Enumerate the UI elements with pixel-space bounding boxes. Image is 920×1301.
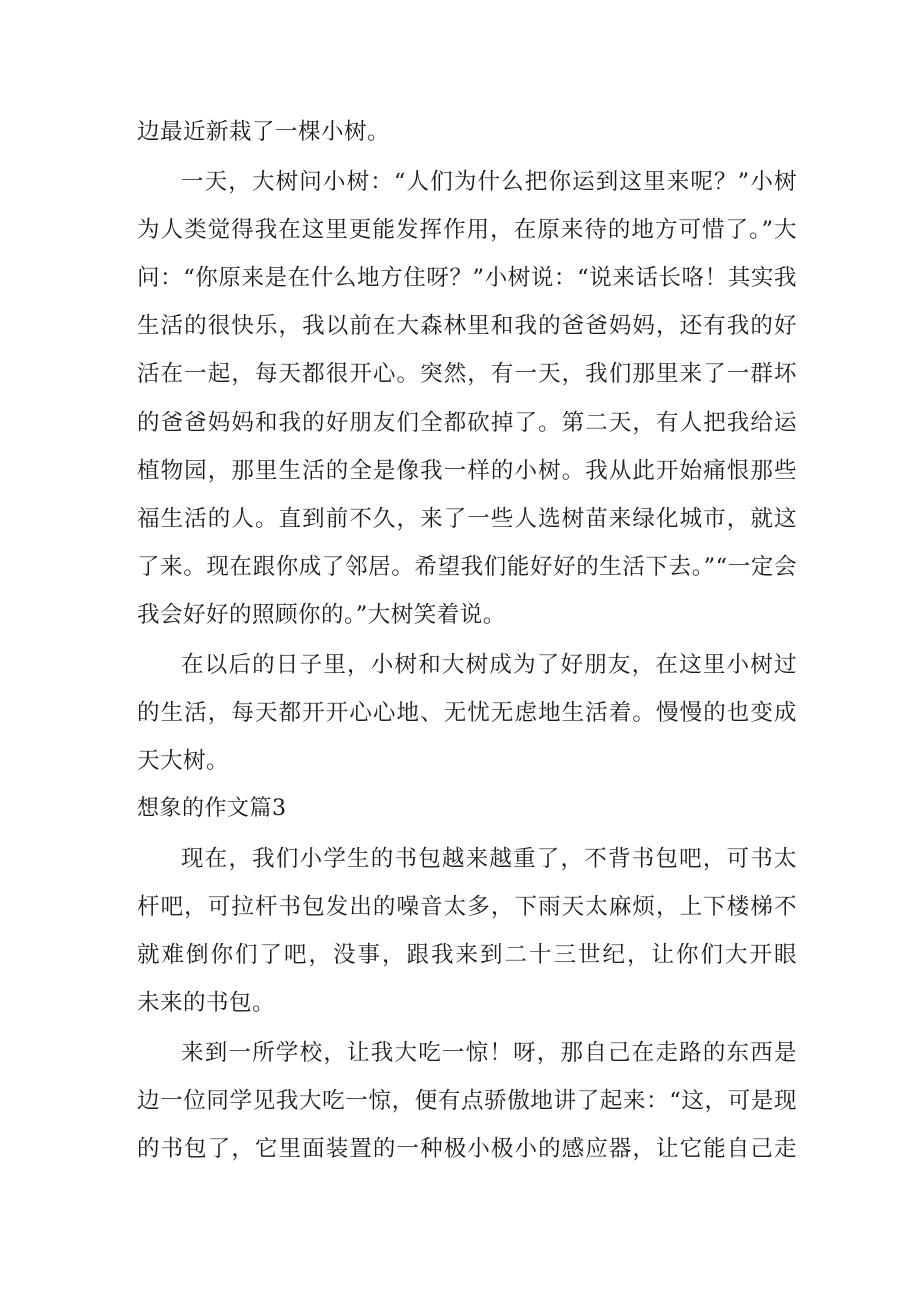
- text-line: 为人类觉得我在这里更能发挥作用，在原来待的地方可惜了。”大: [137, 217, 797, 243]
- text-line: 福生活的人。直到前不久，来了一些人选树苗来绿化城市，就这: [137, 506, 797, 532]
- text-line: 生活的很快乐，我以前在大森林里和我的爸爸妈妈，还有我的好: [137, 313, 797, 339]
- text-line: 边一位同学见我大吃一惊，便有点骄傲地讲了起来：“这，可是现: [137, 1088, 797, 1114]
- paragraph-first-line: 在以后的日子里，小树和大树成为了好朋友，在这里小树过: [181, 652, 797, 678]
- text-line: 天大树。: [137, 748, 230, 774]
- text-line: 边最近新栽了一棵小树。: [137, 119, 391, 145]
- paragraph-first-line: 一天，大树问小树：“人们为什么把你运到这里来呢？”小树: [181, 169, 797, 195]
- paragraph-first-line: 现在，我们小学生的书包越来越重了，不背书包吧，可书太: [181, 846, 797, 872]
- text-line: 了来。现在跟你成了邻居。希望我们能好好的生活下去。”“一定会: [137, 554, 797, 580]
- paragraph-first-line: 来到一所学校，让我大吃一惊！呀，那自己在走路的东西是: [181, 1040, 797, 1066]
- text-line: 活在一起，每天都很开心。突然，有一天，我们那里来了一群坏: [137, 361, 797, 387]
- text-line: 的书包了，它里面装置的一种极小极小的感应器，让它能自己走: [137, 1136, 797, 1162]
- text-line: 未来的书包。: [137, 990, 276, 1016]
- text-line: 的生活，每天都开开心心地、无忧无虑地生活着。慢慢的也变成: [137, 700, 797, 726]
- text-line: 植物园，那里生活的全是像我一样的小树。我从此开始痛恨那些: [137, 458, 797, 484]
- section-heading: 想象的作文篇3: [137, 796, 287, 821]
- text-line: 我会好好的照顾你的。”大树笑着说。: [137, 602, 506, 628]
- text-line: 就难倒你们了吧，没事，跟我来到二十三世纪，让你们大开眼: [137, 942, 797, 968]
- text-line: 问：“你原来是在什么地方住呀？”小树说：“说来话长咯！其实我: [137, 265, 797, 291]
- text-line: 的爸爸妈妈和我的好朋友们全都砍掉了。第二天，有人把我给运: [137, 410, 797, 436]
- text-line: 杆吧，可拉杆书包发出的噪音太多，下雨天太麻烦，上下楼梯不: [137, 894, 797, 920]
